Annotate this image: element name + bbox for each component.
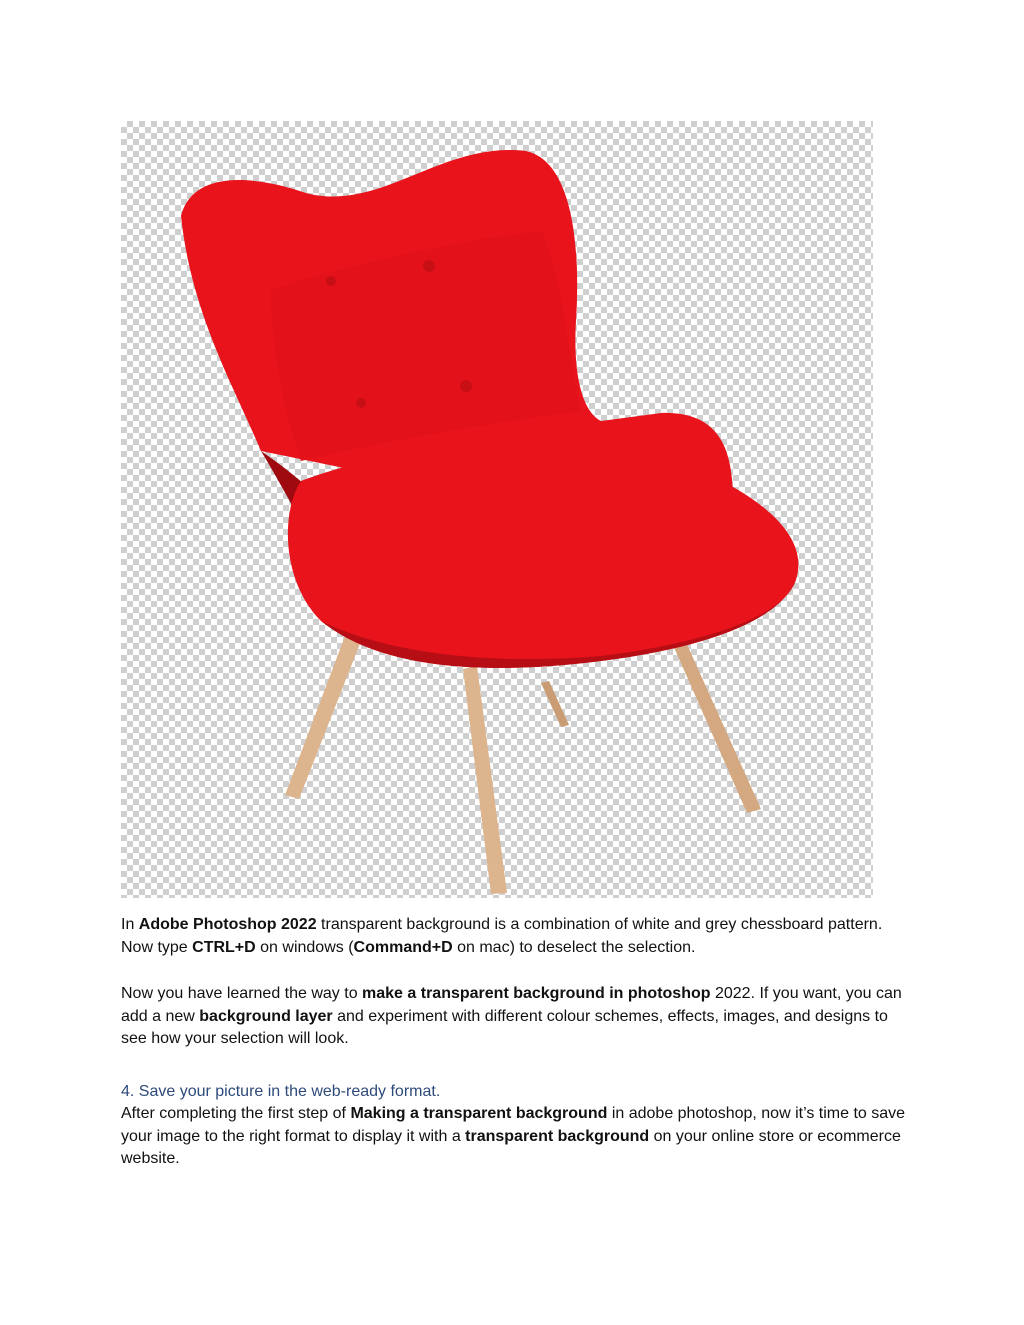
chair-front-leg-center (463, 666, 507, 894)
paragraph-photoshop-transparency (121, 914, 911, 959)
chair-tuft-button (326, 276, 336, 286)
text-run: on your online store or ecommerce website. (121, 1127, 901, 1167)
chair-transparent-background-image (121, 121, 873, 898)
bold-text-run: CTRL+D (192, 938, 256, 956)
chair-back-leg-right (669, 631, 761, 813)
chair-back-leg-left (541, 681, 569, 727)
bold-text-run: background layer (199, 1007, 333, 1025)
chair-tuft-button (460, 380, 472, 392)
text-run: In (121, 916, 139, 933)
paragraph-save-format (121, 1103, 911, 1171)
chair-tuft-button (423, 260, 435, 272)
text-run: on mac) to deselect the selection. (452, 938, 696, 956)
chair-tuft-button (356, 398, 366, 408)
paragraph-background-layer (121, 983, 911, 1051)
text-run: 2022. If you want, you can add a new (121, 985, 902, 1025)
bold-text-run: Adobe Photoshop 2022 (138, 916, 317, 933)
text-run: on windows ( (255, 938, 354, 956)
text-run: in adobe photoshop, now it’s time to save your image to the right format to display it with a (121, 1105, 906, 1145)
text-run: transparent background is a combination of white and grey chessboard pattern. Now type (121, 916, 883, 956)
bold-text-run: Command+D (353, 938, 453, 956)
bold-text-run: Making a transparent background (350, 1105, 608, 1122)
bold-text-run: transparent background (465, 1127, 650, 1145)
text-run: After completing the first step of (121, 1105, 351, 1122)
chair-front-leg-left (285, 636, 361, 799)
text-run: Now you have learned the way to (121, 985, 363, 1002)
section-heading-save-picture: 4. Save your picture in the web-ready format. (121, 1083, 441, 1100)
bold-text-run: make a transparent background in photoshop (362, 985, 711, 1002)
text-run: and experiment with different colour schemes, effects, images, and designs to see how your selection will look. (121, 1007, 888, 1047)
red-armchair-illustration (121, 121, 873, 898)
